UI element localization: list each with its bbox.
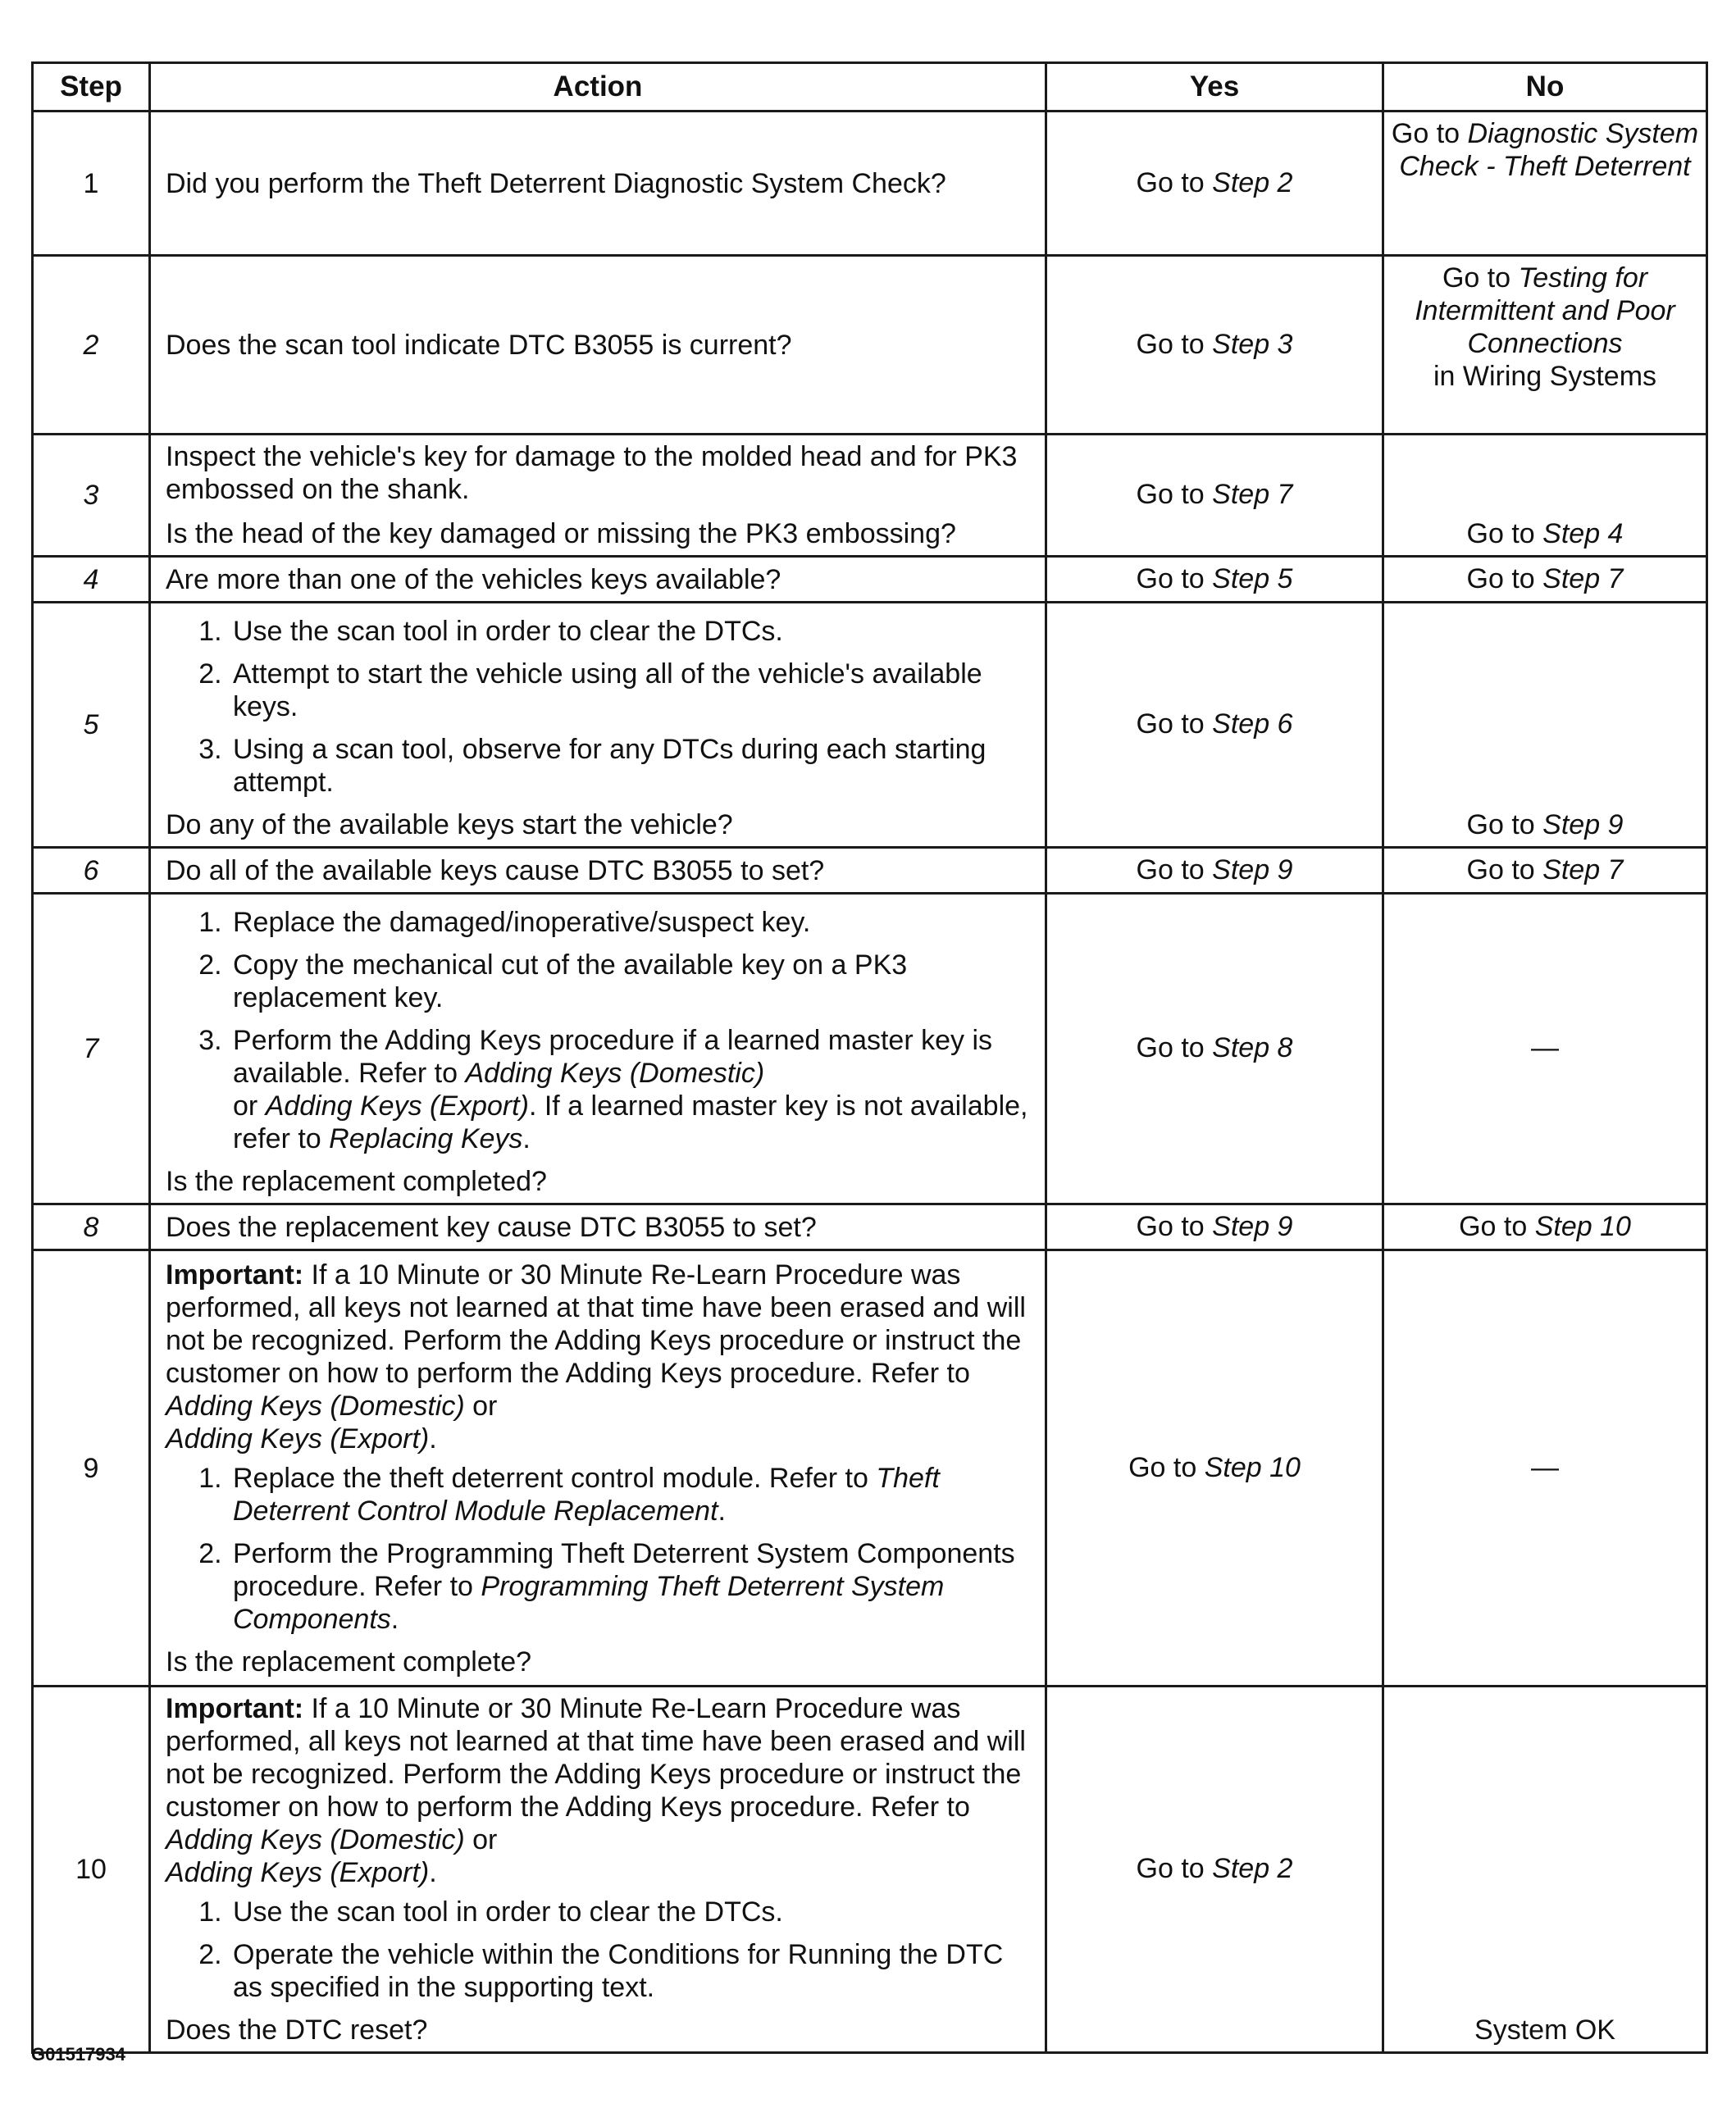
table-header-row (33, 63, 1707, 112)
yes-cell (1046, 1250, 1383, 1687)
list-item: 2. Attempt to start the vehicle using all of the vehicle's available keys. (230, 658, 1035, 723)
list-text: or (233, 1090, 258, 1122)
yes-step-link[interactable]: Step 7 (1212, 479, 1293, 510)
go-to-text: Go to (1459, 1210, 1528, 1242)
no-cell (1383, 112, 1707, 256)
action-question: Does the scan tool indicate DTC B3055 is current? (166, 329, 792, 361)
step-number: 7 (33, 894, 150, 1204)
action-cell (150, 1687, 1046, 2053)
table-row (33, 603, 1707, 848)
yes-cell (1046, 848, 1383, 894)
action-cell (150, 603, 1046, 848)
action-question: Is the replacement complete? (166, 1646, 532, 1678)
action-question: Do any of the available keys start the vehicle? (166, 809, 733, 840)
action-cell (150, 435, 1046, 557)
go-to-text: Go to (1466, 518, 1535, 549)
yes-step-link[interactable]: Step 10 (1204, 1451, 1301, 1483)
go-to-text: Go to (1136, 328, 1205, 360)
table-row (33, 1204, 1707, 1250)
step-number: 8 (33, 1204, 150, 1250)
action-cell (150, 557, 1046, 603)
reference-link[interactable]: Adding Keys (Export) (166, 1857, 430, 1888)
no-step-link[interactable]: Step 9 (1542, 809, 1624, 840)
no-cell (1383, 256, 1707, 435)
no-cell (1383, 557, 1707, 603)
step-number: 4 (33, 557, 150, 603)
list-item: 2. Copy the mechanical cut of the available key on a PK3 replacement key. (230, 949, 1035, 1014)
go-to-text: Go to (1136, 1210, 1205, 1242)
list-text: . If a learned master key is not available, refer to (233, 1090, 1028, 1154)
no-cell (1383, 603, 1707, 848)
reference-link[interactable]: Adding Keys (Export) (166, 1423, 430, 1455)
list-item: 1. Replace the damaged/inoperative/suspect key. (230, 906, 1035, 939)
go-to-text: Go to (1136, 562, 1205, 594)
step-number: 5 (33, 603, 150, 848)
go-to-text: Go to (1128, 1451, 1197, 1483)
note-text: . (429, 1423, 437, 1455)
table-row (33, 435, 1707, 557)
yes-step-link[interactable]: Step 8 (1212, 1032, 1293, 1063)
action-cell (150, 1250, 1046, 1687)
header-step: Step (33, 63, 150, 112)
diagnostic-table (31, 61, 1708, 2054)
list-item (230, 1024, 1035, 1155)
go-to-text: Go to (1136, 708, 1205, 740)
reference-link[interactable]: Programming Theft Deterrent System Components (233, 1570, 945, 1635)
action-cell (150, 1204, 1046, 1250)
table-row (33, 256, 1707, 435)
important-label: Important: (166, 1693, 304, 1724)
action-question: Does the replacement key cause DTC B3055 to set? (166, 1211, 817, 1243)
reference-link[interactable]: Adding Keys (Domestic) (465, 1058, 765, 1089)
figure-code: G01517934 (31, 2044, 125, 2065)
procedure-list (166, 1896, 1035, 2004)
go-to-text: Go to (1136, 854, 1205, 885)
go-to-text: Go to (1466, 854, 1535, 885)
action-cell (150, 112, 1046, 256)
action-question: Is the replacement completed? (166, 1166, 547, 1197)
no-reference-link[interactable]: Testing for Intermittent and Poor Connections (1415, 262, 1675, 359)
action-cell (150, 256, 1046, 435)
no-cell: — (1383, 894, 1707, 1204)
list-text: . (390, 1603, 399, 1635)
no-cell (1383, 848, 1707, 894)
table-row (33, 1250, 1707, 1687)
important-note (166, 1692, 1035, 1889)
list-text: . (522, 1123, 531, 1154)
yes-step-link[interactable]: Step 6 (1212, 708, 1293, 740)
no-cell (1383, 1204, 1707, 1250)
yes-step-link[interactable]: Step 9 (1212, 1210, 1293, 1242)
important-text: If a 10 Minute or 30 Minute Re-Learn Procedure was performed, all keys not learned at that time have been erased and will not be recognized. Perform the Adding Keys procedure or instruct the customer on how to perform the Adding Keys procedure. Refer to (166, 1259, 1026, 1389)
yes-step-link[interactable]: Step 2 (1212, 1853, 1293, 1884)
go-to-text: Go to (1136, 479, 1205, 510)
table-row (33, 557, 1707, 603)
step-number: 1 (33, 112, 150, 256)
step-number: 3 (33, 435, 150, 557)
note-text: . (429, 1857, 437, 1888)
yes-step-link[interactable]: Step 2 (1212, 166, 1293, 198)
action-question: Did you perform the Theft Deterrent Diagnostic System Check? (166, 167, 946, 199)
go-to-text: Go to (1136, 1853, 1205, 1884)
list-item (230, 1537, 1035, 1636)
action-question: Is the head of the key damaged or missing the PK3 embossing? (166, 518, 956, 549)
yes-step-link[interactable]: Step 3 (1212, 328, 1293, 360)
step-number: 10 (33, 1687, 150, 2053)
header-action: Action (150, 63, 1046, 112)
table-row (33, 1687, 1707, 2053)
list-item: 1. Use the scan tool in order to clear the DTCs. (230, 1896, 1035, 1928)
procedure-list (166, 1462, 1035, 1636)
action-cell (150, 894, 1046, 1204)
important-label: Important: (166, 1259, 304, 1291)
yes-cell (1046, 112, 1383, 256)
procedure-list (166, 906, 1035, 1155)
list-text: . (718, 1495, 726, 1527)
list-item: 3. Using a scan tool, observe for any DTCs during each starting attempt. (230, 733, 1035, 799)
reference-link[interactable]: Replacing Keys (329, 1123, 523, 1154)
action-question: Does the DTC reset? (166, 2014, 428, 2046)
step-number: 2 (33, 256, 150, 435)
yes-cell (1046, 557, 1383, 603)
no-cell (1383, 435, 1707, 557)
yes-step-link[interactable]: Step 9 (1212, 854, 1293, 885)
action-question: Are more than one of the vehicles keys available? (166, 563, 781, 595)
yes-step-link[interactable]: Step 5 (1212, 562, 1293, 594)
no-cell: System OK (1383, 1687, 1707, 2053)
yes-cell (1046, 894, 1383, 1204)
yes-cell (1046, 435, 1383, 557)
action-question: Do all of the available keys cause DTC B3055 to set? (166, 854, 825, 886)
go-to-text: Go to (1442, 262, 1511, 294)
no-step-link[interactable]: Step 4 (1542, 518, 1624, 549)
no-step-link[interactable]: Step 7 (1542, 854, 1624, 885)
go-to-text: Go to (1466, 562, 1535, 594)
yes-cell (1046, 603, 1383, 848)
no-suffix-text: in Wiring Systems (1433, 361, 1657, 392)
reference-link[interactable]: Adding Keys (Export) (265, 1090, 529, 1122)
no-step-link[interactable]: Step 7 (1542, 562, 1624, 594)
header-no: No (1383, 63, 1707, 112)
action-cell (150, 848, 1046, 894)
action-intro: Inspect the vehicle's key for damage to the molded head and for PK3 embossed on the shank. (166, 441, 1018, 505)
step-number: 6 (33, 848, 150, 894)
go-to-text: Go to (1136, 166, 1205, 198)
yes-cell (1046, 1204, 1383, 1250)
step-number: 9 (33, 1250, 150, 1687)
no-reference-link[interactable]: Diagnostic System Check - Theft Deterrent (1399, 118, 1699, 182)
header-yes: Yes (1046, 63, 1383, 112)
no-cell: — (1383, 1250, 1707, 1687)
go-to-text: Go to (1391, 118, 1460, 149)
list-item: 1. Use the scan tool in order to clear the DTCs. (230, 615, 1035, 648)
go-to-text: Go to (1466, 809, 1535, 840)
table-row (33, 112, 1707, 256)
table-row (33, 894, 1707, 1204)
list-text: Replace the theft deterrent control module. Refer to (233, 1462, 868, 1494)
important-note (166, 1259, 1035, 1455)
important-text: If a 10 Minute or 30 Minute Re-Learn Procedure was performed, all keys not learned at that time have been erased and will not be recognized. Perform the Adding Keys procedure or instruct the customer on how to perform the Adding Keys procedure. Refer to (166, 1693, 1026, 1823)
reference-link[interactable]: Adding Keys (Domestic) (166, 1390, 465, 1422)
yes-cell (1046, 1687, 1383, 2053)
list-item: 2. Operate the vehicle within the Conditions for Running the DTC as specified in the supporting text. (230, 1938, 1035, 2004)
go-to-text: Go to (1136, 1032, 1205, 1063)
reference-link[interactable]: Theft Deterrent Control Module Replacement (233, 1462, 940, 1527)
note-text: or (472, 1390, 498, 1422)
procedure-list (166, 615, 1035, 799)
list-item (230, 1462, 1035, 1527)
note-text: or (472, 1824, 498, 1855)
list-text: Perform the Programming Theft Deterrent System Components procedure. Refer to (233, 1537, 1015, 1602)
list-text: Perform the Adding Keys procedure if a learned master key is available. Refer to (233, 1025, 993, 1089)
no-step-link[interactable]: Step 10 (1534, 1210, 1631, 1242)
reference-link[interactable]: Adding Keys (Domestic) (166, 1824, 465, 1855)
table-row (33, 848, 1707, 894)
yes-cell (1046, 256, 1383, 435)
